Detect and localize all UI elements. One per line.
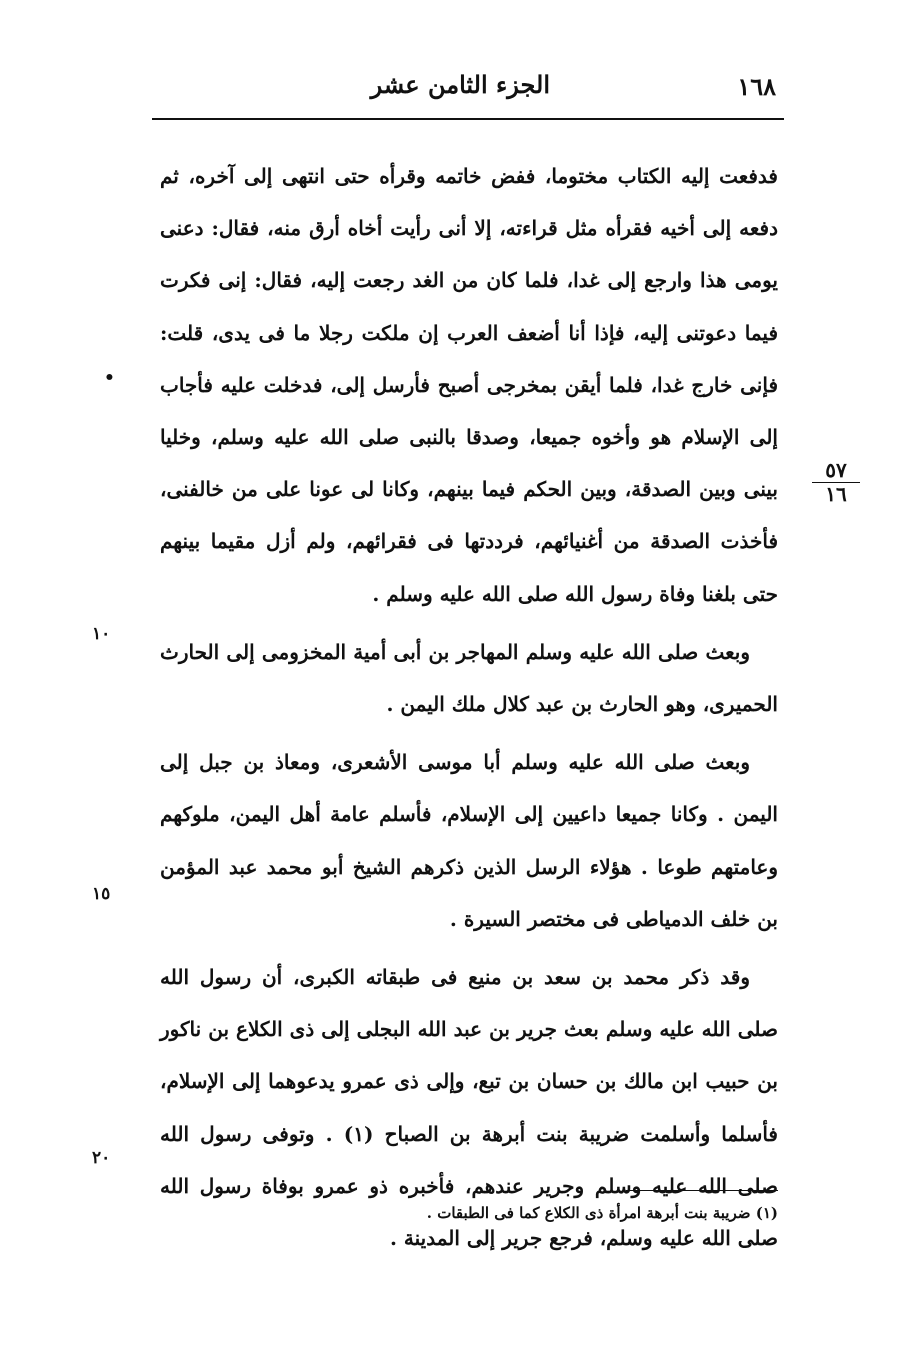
paragraph-2: وبعث صلى الله عليه وسلم المهاجر بن أبى أمية المخزومى إلى الحارث الحميرى، وهو الحارث بن عبد كلال ملك اليمن . [160,639,778,717]
paragraph-1: فدفعت إليه الكتاب مختوما، ففض خاتمه وقرأه حتى انتهى إلى آخره، ثم دفعه إلى أخيه فقرأه مثل قراءته، إلا أنى رأيت أخاه أرق منه، فقال: دعنى يومى هذا وارجع إلى غدا، فلما كان من الغد رجعت إليه، فقال: إنى فكرت فيما دعوتنى إليه، فإذا أنا أضعف العرب إن ملكت رجلا ما فى يدى، قلت: فإنى خارج غدا، فلما أيقن بمخرجى أصبح فأرسل إلى، فدخلت عليه فأجاب إلى الإسلام هو وأخوه جميعا، وصدقا بالنبى صلى الله عليه وسلم، وخليا بينى وبين الصدقة، وبين الحكم فيما بينهم، وكانا لى عونا على من خالفنى، فأخذت الصدقة من أغنيائهم، فرددتها فى فقرائهم، ولم أزل مقيما بينهم حتى بلغنا وفاة رسول الله صلى الله عليه وسلم . [160,164,779,606]
running-title: الجزء الثامن عشر [370,70,550,99]
paragraph-4: وقد ذكر محمد بن سعد بن منيع فى طبقاته الكبرى، أن رسول الله صلى الله عليه وسلم بعث جرير بن عبد الله البجلى إلى ذى الكلاع بن ناكور بن حبيب ابن مالك بن حسان بن تبع، وإلى ذى عمرو يدعوهما إلى الإسلام، فأسلما وأسلمت ضريبة بنت أبرهة بن الصباح (١) . وتوفى رسول الله صلى الله عليه وسلم وجرير عندهم، فأخبره ذو عمرو بوفاة رسول الله صلى الله عليه وسلم، فرجع جرير إلى المدينة . [160,965,778,1251]
margin-line-number-10: ١٠ [92,624,111,644]
source-reference-numerator: ٥٧ [825,458,847,482]
margin-line-number-15: ١٥ [92,884,111,904]
page-number: ١٦٨ [737,72,776,101]
page-header [150,64,790,108]
margin-line-number-20: ٢٠ [92,1148,111,1168]
header-rule [152,118,784,120]
source-page-reference [812,458,860,505]
footnote-rule [626,1190,778,1191]
margin-dot: • [104,368,115,388]
paragraph-3: وبعث صلى الله عليه وسلم أبا موسى الأشعرى، ومعاذ بن جبل إلى اليمن . وكانا جميعا داعيين إلى الإسلام، فأسلم عامة أهل اليمن، ملوكهم وعامتهم طوعا . هؤلاء الرسل الذين ذكرهم الشيخ أبو محمد عبد المؤمن بن خلف الدمياطى فى مختصر السيرة . [160,750,778,931]
footnote: (١) ضريبة بنت أبرهة امرأة ذى الكلاع كما فى الطبقات . [426,1204,778,1222]
body-text [160,150,778,1264]
source-reference-denominator: ١٦ [812,482,860,505]
